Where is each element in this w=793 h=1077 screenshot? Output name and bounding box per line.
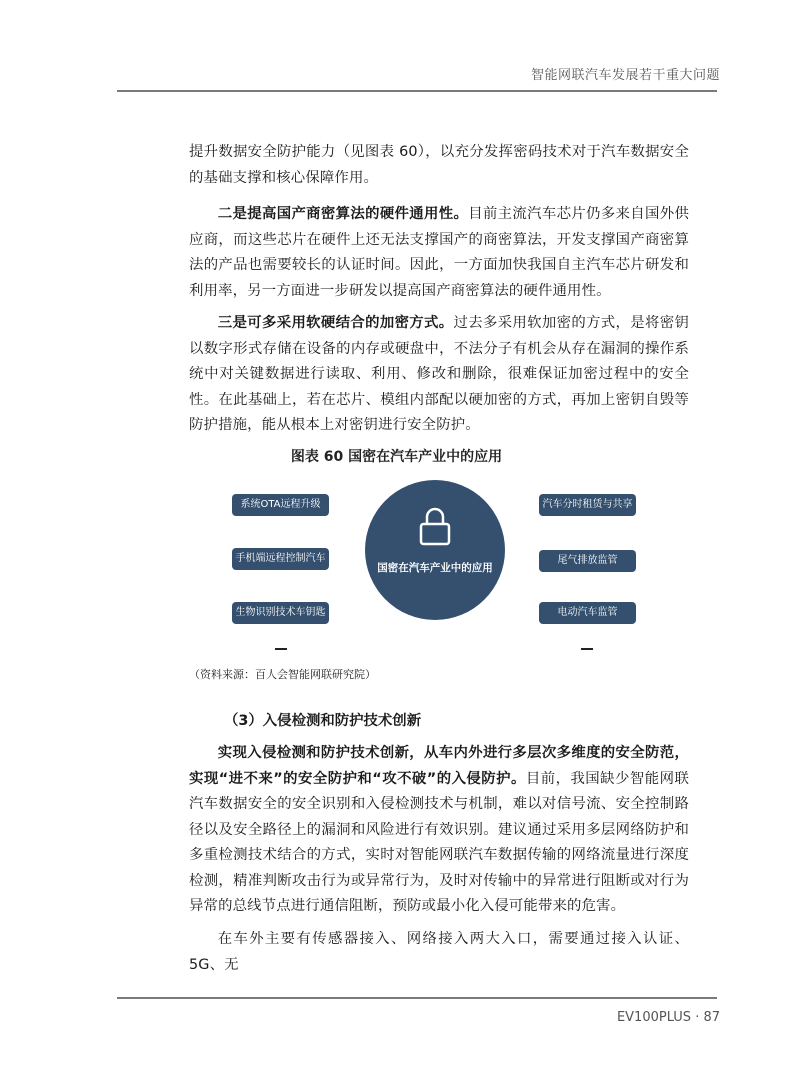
paragraph-4-body: 目前，我国缺少智能网联汽车数据安全的安全识别和入侵检测技术与机制，难以对信号流、安全控制路径以及安全路径上的漏洞和风险进行有效识别。建议通过采用多层网络防护和多重检测技术结合的方式，实时对智能网联汽车数据传输的网络流量进行深度检测，精准判断攻击行为或异常行为，及时对传输中的异常进行阻断或对行为异常的总线节点进行通信阻断，预防或最小化入侵可能带来的危害。 [189, 770, 689, 914]
center-circle [365, 480, 505, 620]
paragraph-3-lead: 三是可多采用软硬结合的加密方式。 [217, 315, 454, 331]
paragraph-3-body: 过去多采用软加密的方式，是将密钥以数字形式存储在设备的内存或硬盘中，不法分子有机会从存在漏洞的操作系统中对关键数据进行读取、利用、修改和删除，很难保证加密过程中的安全性。在此基础上，若在芯片、模组内部配以硬加密的方式，再加上密钥自毁等防护措施，能从根本上对密钥进行安全防护。 [189, 315, 690, 433]
page-number: EV100PLUS · 87 [616, 1010, 720, 1025]
paragraph-3-block [189, 311, 689, 439]
section-heading: （3）入侵检测和防护技术创新 [224, 713, 422, 729]
footer-divider [117, 997, 717, 999]
figure-diagram [230, 480, 640, 630]
left-item-biometric-key: 生物识别技术车钥匙 [232, 602, 329, 624]
left-item-ota: 系统OTA远程升级 [232, 494, 329, 516]
paragraph-2-lead: 二是提高国产商密算法的硬件通用性。 [217, 206, 469, 222]
lock-icon [418, 506, 452, 546]
paragraph-5: 在车外主要有传感器接入、网络接入两大入口，需要通过接入认证、5G、无 [189, 931, 689, 973]
right-item-emission-supervision: 尾气排放监管 [539, 550, 636, 572]
header-divider [117, 90, 717, 92]
paragraph-5-block [189, 927, 689, 978]
center-label: 国密在汽车产业中的应用 [377, 562, 493, 574]
paragraph-4-lead: 实现入侵检测和防护技术创新，从车内外进行多层次多维度的安全防范，实现“进不来”的安全防护和“攻不破”的入侵防护。 [189, 745, 689, 787]
paragraph-4 [189, 741, 689, 920]
diagram-tick-mark-left [275, 648, 287, 650]
right-item-car-sharing: 汽车分时租赁与共享 [539, 494, 636, 516]
paragraph-3 [189, 311, 689, 439]
figure-source: （资料来源：百人会智能网联研究院） [189, 668, 376, 681]
left-item-remote-control: 手机端远程控制汽车 [232, 548, 329, 570]
right-item-ev-supervision: 电动汽车监管 [539, 602, 636, 624]
paragraph-2-block [189, 202, 689, 304]
paragraph-2-body: 目前主流汽车芯片仍多来自国外供应商，而这些芯片在硬件上还无法支撑国产的商密算法，开发支撑国产商密算法的产品也需要较长的认证时间。因此，一方面加快我国自主汽车芯片研发和利用率，另一方面进一步研发以提高国产商密算法的硬件通用性。 [189, 206, 689, 299]
paragraph-intro-block [189, 140, 689, 191]
paragraph-1: 提升数据安全防护能力（见图表 60），以充分发挥密码技术对于汽车数据安全的基础支撑和核心保障作用。 [189, 144, 689, 186]
figure-title: 图表 60 国密在汽车产业中的应用 [290, 449, 503, 465]
diagram-tick-mark-right [581, 648, 593, 650]
paragraph-2 [189, 202, 689, 304]
running-header-title: 智能网联汽车发展若干重大问题 [530, 68, 720, 83]
paragraph-4-block [189, 741, 689, 920]
